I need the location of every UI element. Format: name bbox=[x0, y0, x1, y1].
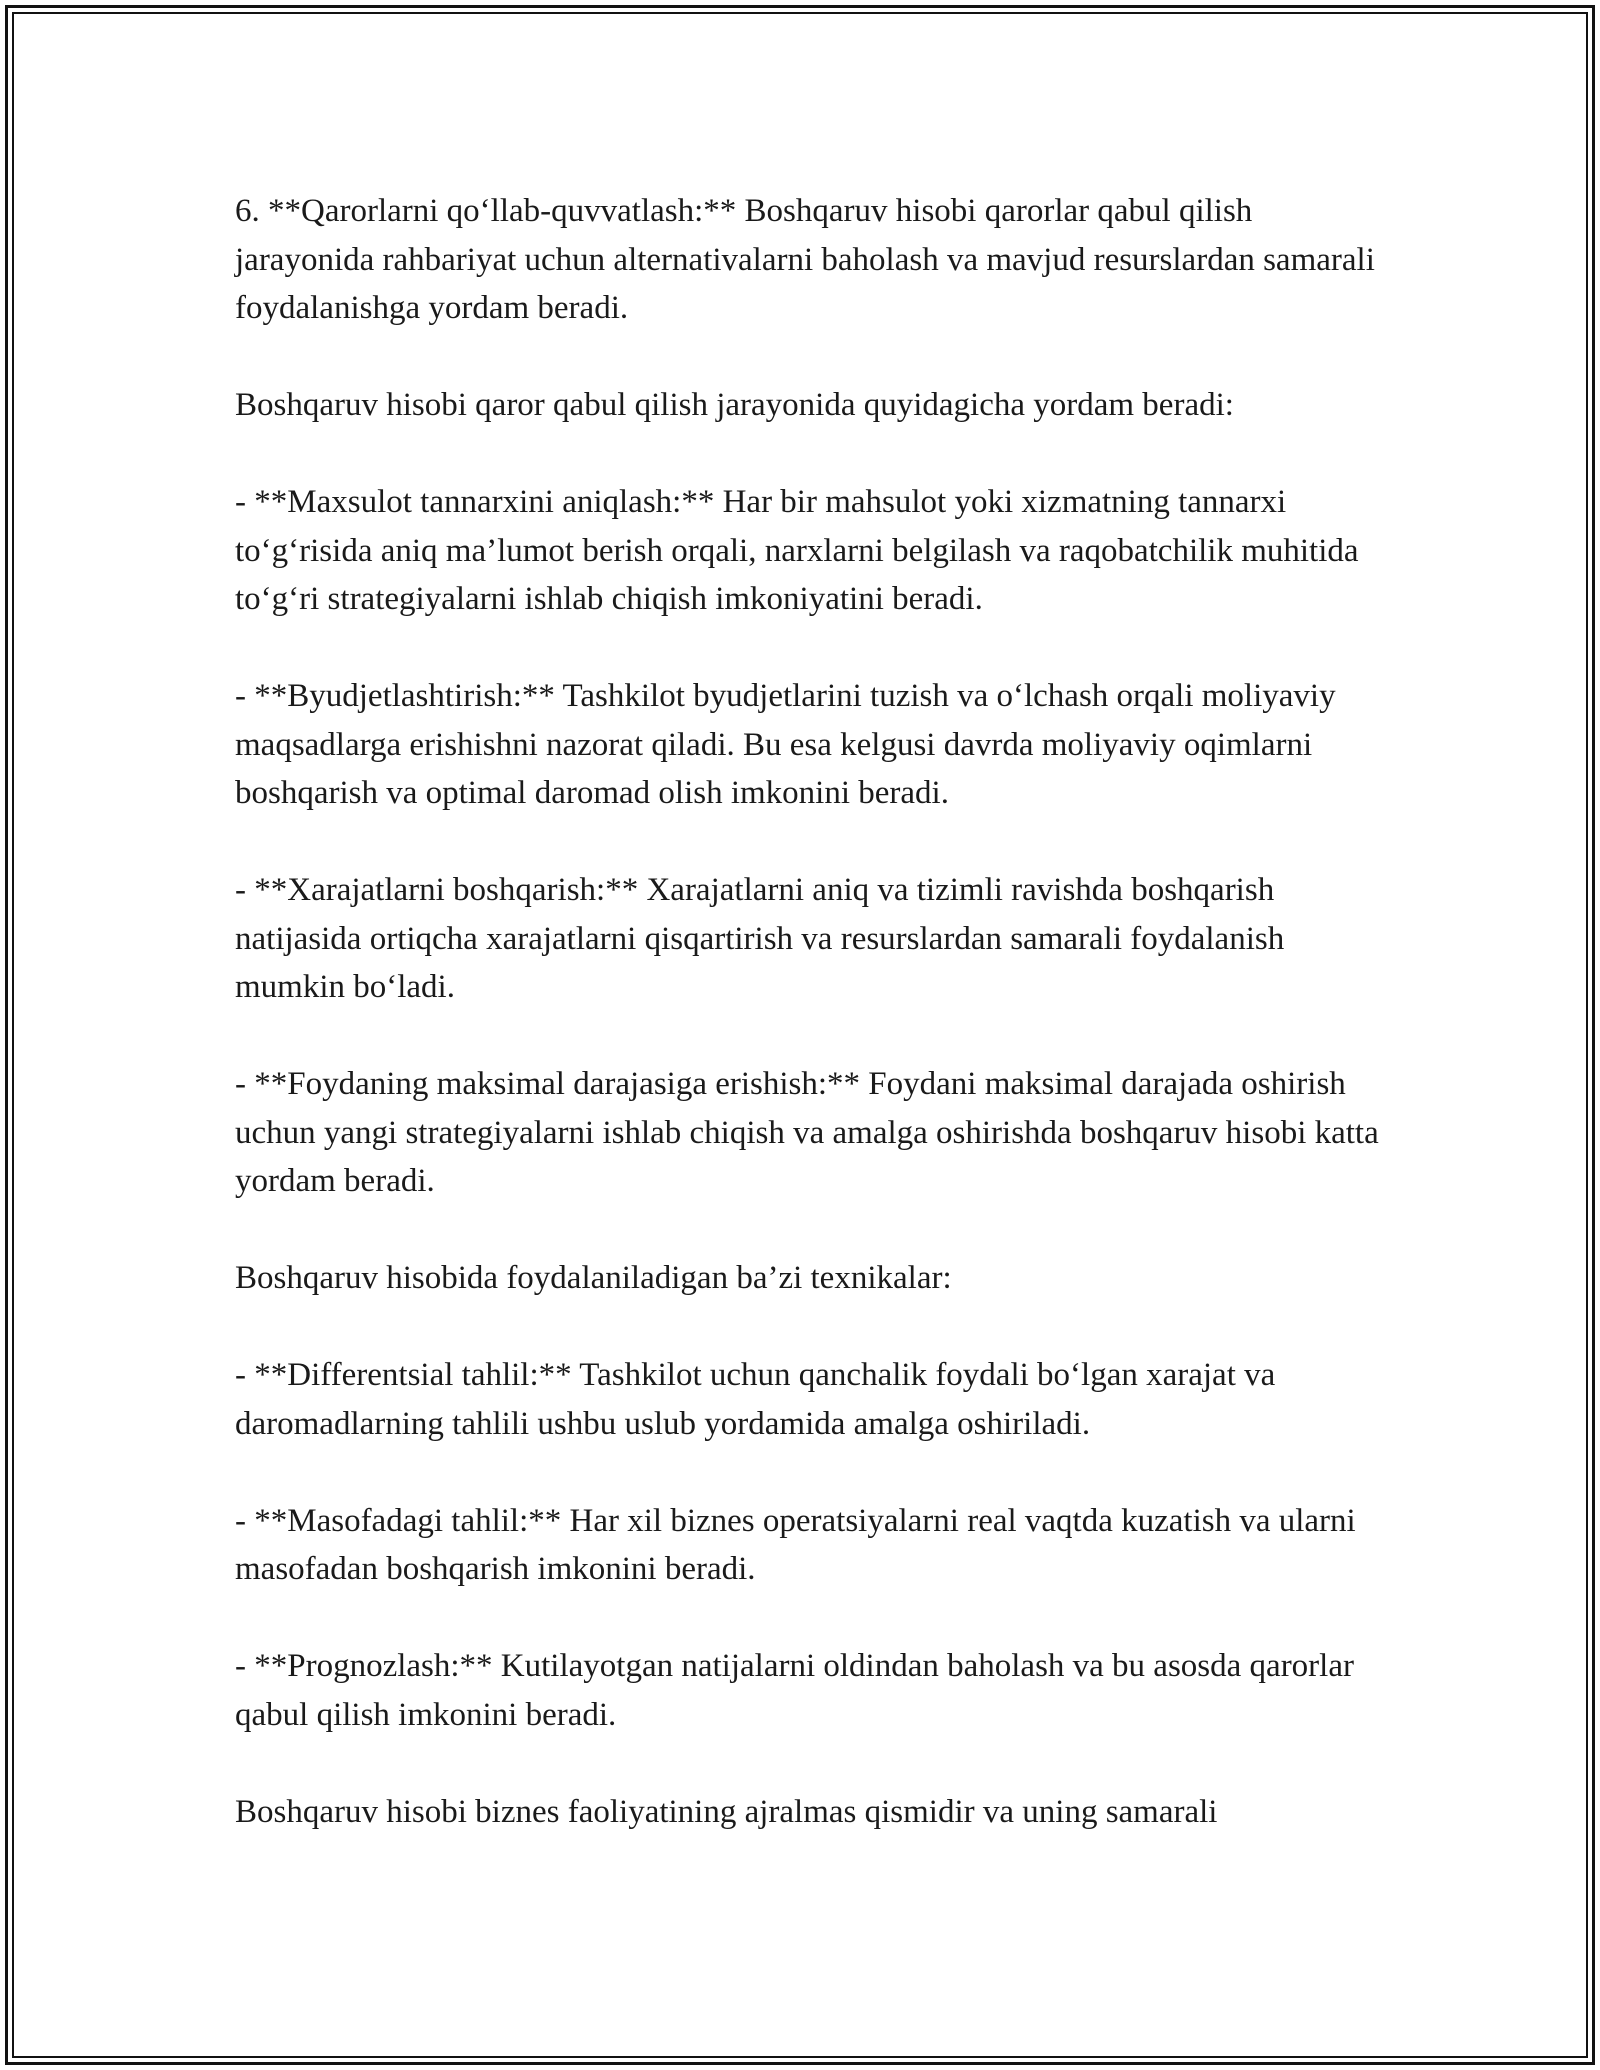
paragraph-differential-analysis: - **Differentsial tahlil:** Tashkilot uchun qanchalik foydali bo‘lgan xarajat va daromadlarning tahlili ushbu uslub yordamida amalga oshiriladi. bbox=[235, 1357, 1276, 1442]
paragraph-conclusion: Boshqaruv hisobi biznes faoliyatining ajralmas qismidir va uning samarali bbox=[235, 1793, 1218, 1830]
paragraph-product-cost: - **Maxsulot tannarxini aniqlash:** Har bir mahsulot yoki xizmatning tannarxi to‘g‘risida aniq ma’lumot berish orqali, narxlarni belgilash va raqobatchilik muhitida to‘g‘ri strategiyalarni ishlab chiqish imkoniyatini beradi. bbox=[235, 484, 1359, 617]
paragraph-decision-support: 6. **Qarorlarni qo‘llab-quvvatlash:** Boshqaruv hisobi qarorlar qabul qilish jarayonida rahbariyat uchun alternativalarni baholash va mavjud resurslardan samarali foydalanishga yordam beradi. bbox=[235, 193, 1375, 326]
paragraph-profit-maximization: - **Foydaning maksimal darajasiga erishish:** Foydani maksimal darajada oshirish uchun yangi strategiyalarni ishlab chiqish va amalga oshirishda boshqaruv hisobi katta yordam beradi. bbox=[235, 1066, 1379, 1199]
paragraph-budgeting: - **Byudjetlashtirish:** Tashkilot byudjetlarini tuzish va o‘lchash orqali moliyaviy maqsadlarga erishishni nazorat qiladi. Bu esa kelgusi davrda moliyaviy oqimlarni boshqarish va optimal daromad olish imkonini beradi. bbox=[235, 678, 1336, 811]
paragraph-forecasting: - **Prognozlash:** Kutilayotgan natijalarni oldindan baholash va bu asosda qarorlar qabul qilish imkonini beradi. bbox=[235, 1648, 1354, 1733]
paragraph-intro-help: Boshqaruv hisobi qaror qabul qilish jarayonida quyidagicha yordam beradi: bbox=[235, 387, 1234, 423]
paragraph-cost-management: - **Xarajatlarni boshqarish:** Xarajatlarni aniq va tizimli ravishda boshqarish natijasida ortiqcha xarajatlarni qisqartirish va resurslardan samarali foydalanish mumkin bo‘ladi. bbox=[235, 872, 1285, 1005]
document-body bbox=[235, 187, 1395, 1885]
paragraph-techniques-intro: Boshqaruv hisobida foydalaniladigan ba’zi texnikalar: bbox=[235, 1260, 952, 1296]
paragraph-remote-analysis: - **Masofadagi tahlil:** Har xil biznes operatsiyalarni real vaqtda kuzatish va ularni masofadan boshqarish imkonini beradi. bbox=[235, 1502, 1356, 1587]
